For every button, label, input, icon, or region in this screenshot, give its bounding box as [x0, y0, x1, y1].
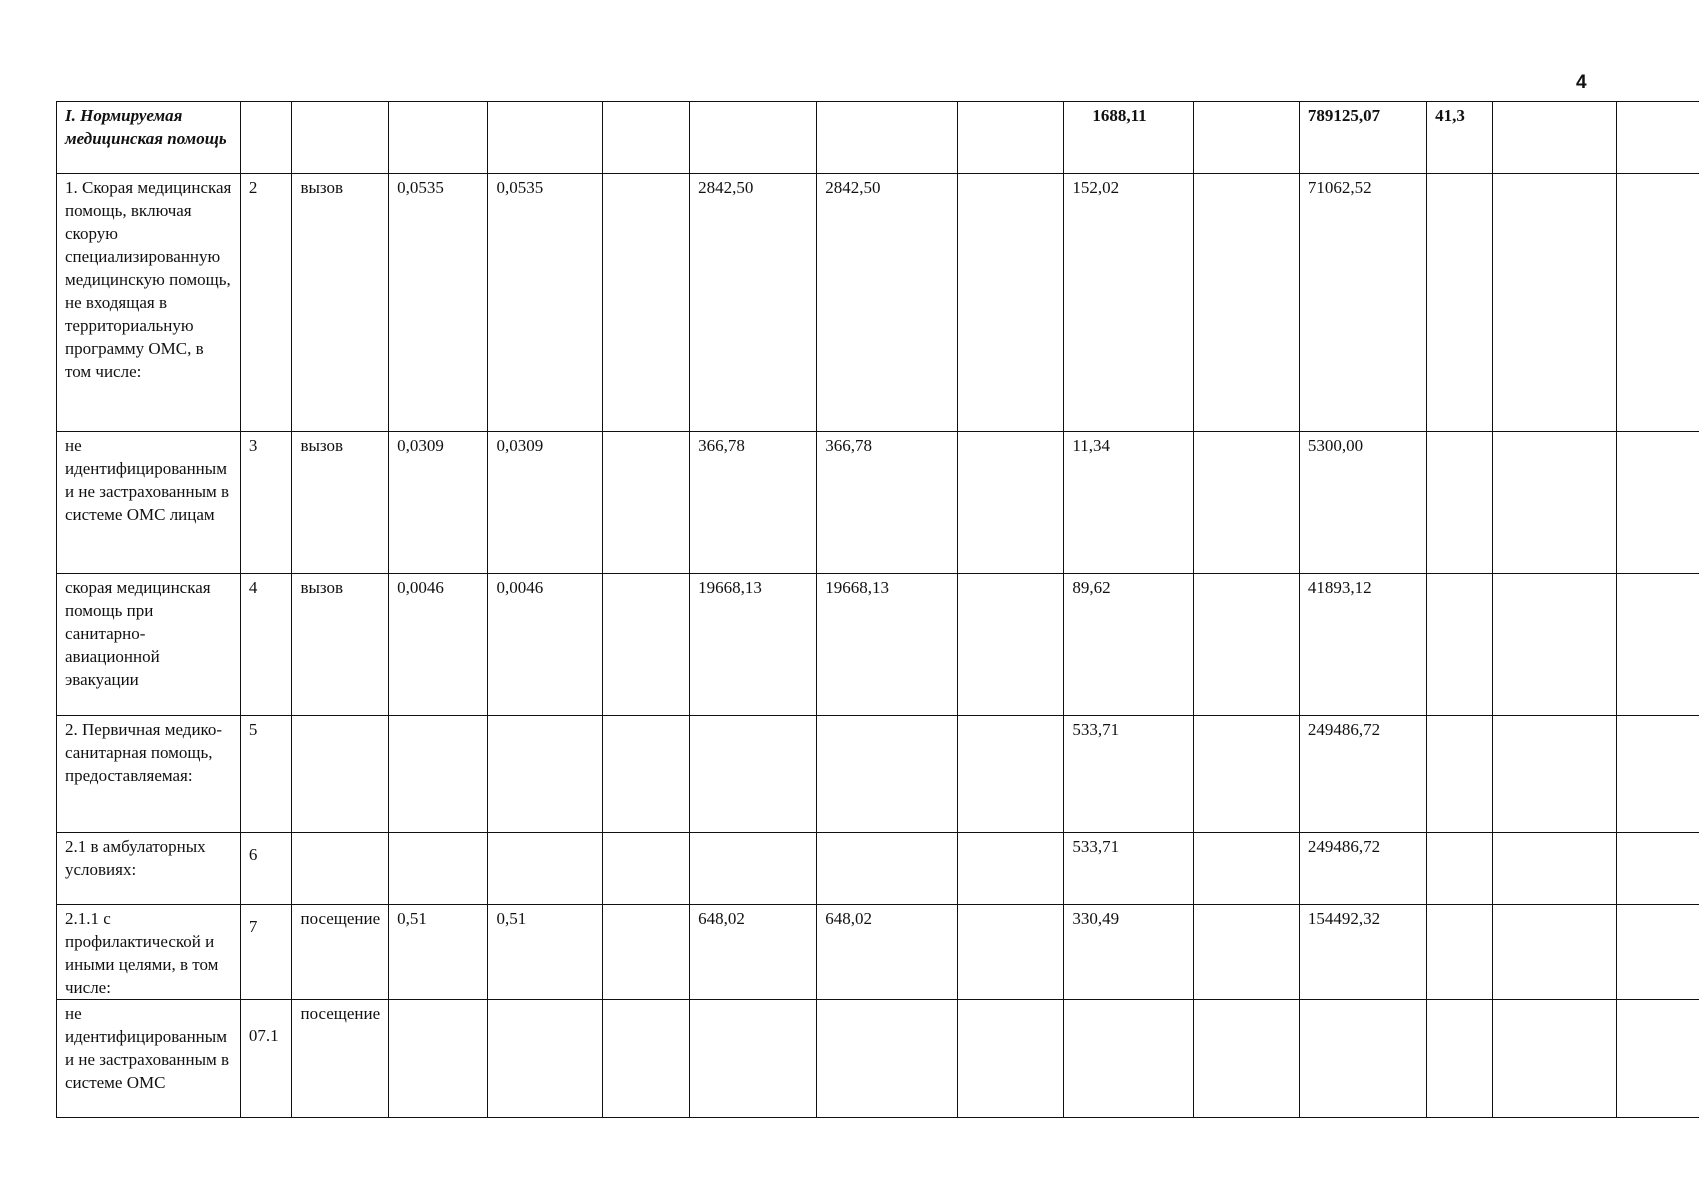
row-number-cell: 3	[240, 432, 292, 574]
value-cell	[1427, 833, 1493, 905]
unit-cell: вызов	[292, 574, 389, 716]
value-cell	[603, 174, 690, 432]
value-cell: 152,02	[1064, 174, 1193, 432]
value-cell	[1427, 905, 1493, 1000]
value-cell: 249486,72	[1299, 716, 1426, 833]
row-name-cell: 2.1.1 с профилактической и иными целями, в том числе:	[57, 905, 241, 1000]
value-cell: 19668,13	[690, 574, 817, 716]
page-number: 4	[1576, 72, 1587, 93]
value-cell	[690, 102, 817, 174]
value-cell	[958, 574, 1064, 716]
value-cell	[690, 833, 817, 905]
row-name-cell: 2.1 в амбулаторных условиях:	[57, 833, 241, 905]
value-cell	[1193, 102, 1299, 174]
table-row	[57, 574, 1699, 716]
value-cell	[958, 716, 1064, 833]
table-row	[57, 432, 1699, 574]
unit-cell	[292, 833, 389, 905]
value-cell	[389, 833, 488, 905]
value-cell	[1492, 432, 1616, 574]
value-cell	[1193, 432, 1299, 574]
value-cell	[603, 1000, 690, 1118]
table-row	[57, 174, 1699, 432]
value-cell: 0,0535	[389, 174, 488, 432]
value-cell: 5300,00	[1299, 432, 1426, 574]
row-number-cell: 7	[240, 905, 292, 1000]
value-cell	[1193, 574, 1299, 716]
value-cell	[958, 1000, 1064, 1118]
value-cell: 2842,50	[817, 174, 958, 432]
value-cell	[958, 432, 1064, 574]
medical-care-table	[56, 101, 1699, 1118]
value-cell	[603, 574, 690, 716]
unit-cell	[292, 102, 389, 174]
value-cell: 71062,52	[1299, 174, 1426, 432]
value-cell	[817, 833, 958, 905]
value-cell	[958, 833, 1064, 905]
value-cell	[1616, 174, 1699, 432]
value-cell: 41,3	[1427, 102, 1493, 174]
value-cell	[488, 102, 603, 174]
value-cell	[603, 905, 690, 1000]
value-cell: 1688,11	[1064, 102, 1193, 174]
value-cell	[1193, 833, 1299, 905]
value-cell: 89,62	[1064, 574, 1193, 716]
value-cell	[1492, 1000, 1616, 1118]
value-cell: 648,02	[817, 905, 958, 1000]
row-number-cell: 07.1	[240, 1000, 292, 1118]
value-cell: 154492,32	[1299, 905, 1426, 1000]
value-cell	[389, 1000, 488, 1118]
value-cell	[1616, 1000, 1699, 1118]
value-cell	[817, 1000, 958, 1118]
value-cell: 249486,72	[1299, 833, 1426, 905]
value-cell: 0,0309	[488, 432, 603, 574]
value-cell	[1193, 716, 1299, 833]
value-cell: 789125,07	[1299, 102, 1426, 174]
value-cell: 0,0046	[389, 574, 488, 716]
value-cell	[1616, 716, 1699, 833]
value-cell	[1427, 574, 1493, 716]
row-number-cell	[240, 102, 292, 174]
unit-cell: посещение	[292, 1000, 389, 1118]
value-cell	[1193, 1000, 1299, 1118]
value-cell	[1492, 174, 1616, 432]
value-cell	[958, 905, 1064, 1000]
value-cell: 533,71	[1064, 716, 1193, 833]
value-cell	[958, 102, 1064, 174]
table-row	[57, 716, 1699, 833]
value-cell	[1616, 574, 1699, 716]
value-cell	[958, 174, 1064, 432]
table-row	[57, 833, 1699, 905]
value-cell	[1492, 716, 1616, 833]
value-cell: 41893,12	[1299, 574, 1426, 716]
row-name-cell: 2. Первичная медико-санитарная помощь, предоставляемая:	[57, 716, 241, 833]
value-cell	[488, 833, 603, 905]
value-cell	[1616, 905, 1699, 1000]
unit-cell: вызов	[292, 432, 389, 574]
value-cell: 0,0535	[488, 174, 603, 432]
value-cell	[389, 102, 488, 174]
value-cell	[1492, 574, 1616, 716]
row-name-cell: I. Нормируемая медицинская помощь	[57, 102, 241, 174]
value-cell	[603, 102, 690, 174]
value-cell: 19668,13	[817, 574, 958, 716]
value-cell	[817, 102, 958, 174]
table-row	[57, 102, 1699, 174]
value-cell	[1299, 1000, 1426, 1118]
value-cell	[1492, 833, 1616, 905]
value-cell: 366,78	[690, 432, 817, 574]
value-cell: 330,49	[1064, 905, 1193, 1000]
value-cell: 0,0046	[488, 574, 603, 716]
value-cell	[1616, 833, 1699, 905]
row-name-cell: скорая медицинская помощь при санитарно-авиационной эвакуации	[57, 574, 241, 716]
row-number-cell: 6	[240, 833, 292, 905]
value-cell	[1616, 102, 1699, 174]
value-cell: 533,71	[1064, 833, 1193, 905]
value-cell: 0,0309	[389, 432, 488, 574]
row-number-cell: 2	[240, 174, 292, 432]
table-row	[57, 905, 1699, 1000]
value-cell	[603, 833, 690, 905]
unit-cell: вызов	[292, 174, 389, 432]
row-number-cell: 5	[240, 716, 292, 833]
unit-cell	[292, 716, 389, 833]
value-cell	[817, 716, 958, 833]
value-cell: 0,51	[488, 905, 603, 1000]
value-cell	[1064, 1000, 1193, 1118]
row-name-cell: не идентифицированным и не застрахованным в системе ОМС	[57, 1000, 241, 1118]
value-cell	[488, 1000, 603, 1118]
value-cell	[1427, 174, 1493, 432]
value-cell	[603, 716, 690, 833]
value-cell: 648,02	[690, 905, 817, 1000]
value-cell	[690, 716, 817, 833]
value-cell	[690, 1000, 817, 1118]
value-cell	[603, 432, 690, 574]
value-cell: 11,34	[1064, 432, 1193, 574]
value-cell	[1193, 174, 1299, 432]
value-cell: 2842,50	[690, 174, 817, 432]
value-cell	[1193, 905, 1299, 1000]
value-cell	[1492, 905, 1616, 1000]
value-cell: 0,51	[389, 905, 488, 1000]
unit-cell: посещение	[292, 905, 389, 1000]
table-row	[57, 1000, 1699, 1118]
value-cell	[1492, 102, 1616, 174]
value-cell	[1616, 432, 1699, 574]
row-number-cell: 4	[240, 574, 292, 716]
value-cell	[1427, 432, 1493, 574]
value-cell	[389, 716, 488, 833]
value-cell	[1427, 1000, 1493, 1118]
value-cell	[1427, 716, 1493, 833]
value-cell	[488, 716, 603, 833]
value-cell: 366,78	[817, 432, 958, 574]
row-name-cell: не идентифицированным и не застрахованным в системе ОМС лицам	[57, 432, 241, 574]
row-name-cell: 1. Скорая медицинская помощь, включая скорую специализированную медицинскую помощь, не входящая в территориальную программу ОМС, в том числе:	[57, 174, 241, 432]
